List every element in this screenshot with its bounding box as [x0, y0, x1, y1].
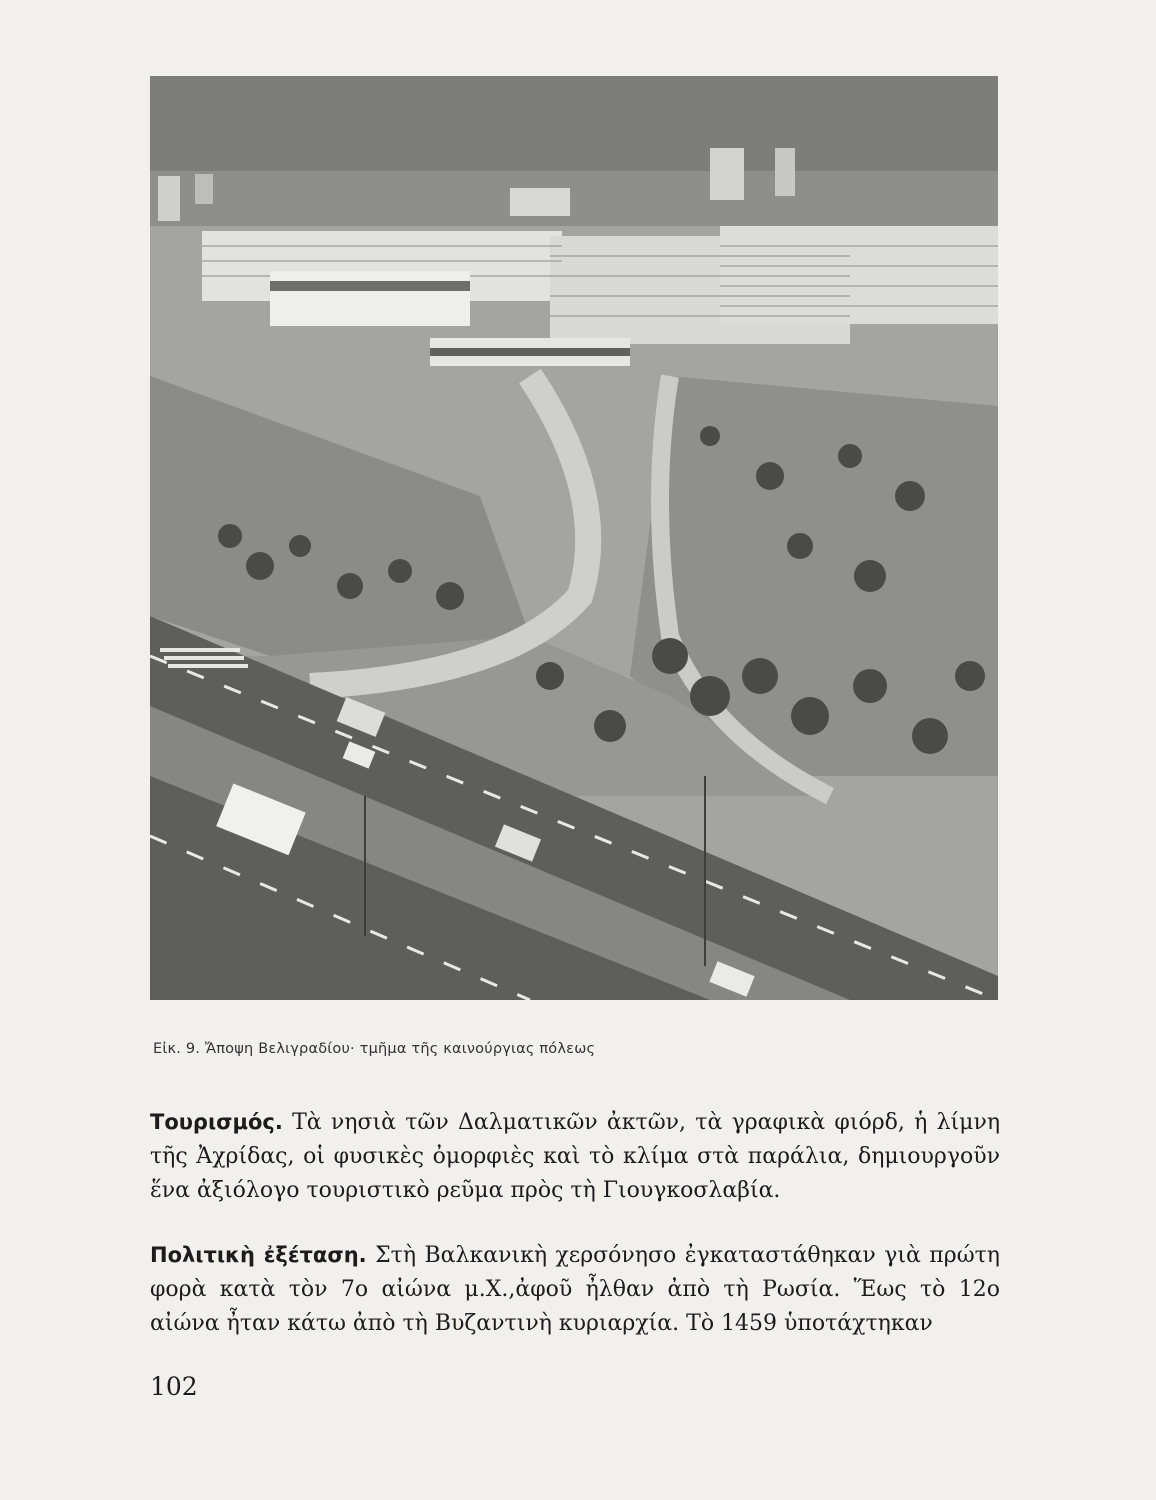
paragraph-tourism	[150, 1105, 1000, 1208]
paragraph-heading: Τουρισμός.	[150, 1110, 283, 1134]
aerial-city-photo	[150, 76, 998, 1000]
page-number: 102	[150, 1372, 198, 1401]
figure-caption: Εἰκ. 9. Ἄποψη Βελιγραδίου· τμῆμα τῆς καινούργιας πόλεως	[153, 1041, 596, 1057]
paragraph-political	[150, 1238, 1000, 1341]
paragraph-heading: Πολιτικὴ ἐξέταση.	[150, 1243, 367, 1267]
paragraph-text: Στὴ Βαλκανικὴ χερσόνησο ἐγκαταστάθηκαν γιὰ πρώτη φορὰ κατὰ τὸν 7ο αἰώνα μ.Χ.,ἀφοῦ ἦλθαν ἀπὸ τὴ Ρωσία. Ἕως τὸ 12ο αἰώνα ἦταν κάτω ἀπὸ τὴ Βυζαντινὴ κυριαρχία. Τὸ 1459 ὑποτάχτηκαν	[150, 1243, 1000, 1336]
paragraph-text: Τὰ νησιὰ τῶν Δαλματικῶν ἀκτῶν, τὰ γραφικὰ φιόρδ, ἡ λίμνη τῆς Ἀχρίδας, οἱ φυσικὲς ὀμορφιὲς καὶ τὸ κλίμα στὰ παράλια, δημιουργοῦν ἕνα ἀξιόλογο τουριστικὸ ρεῦμα πρὸς τὴ Γιουγκοσλαβία.	[150, 1110, 1001, 1203]
figure-photo	[150, 76, 998, 1000]
